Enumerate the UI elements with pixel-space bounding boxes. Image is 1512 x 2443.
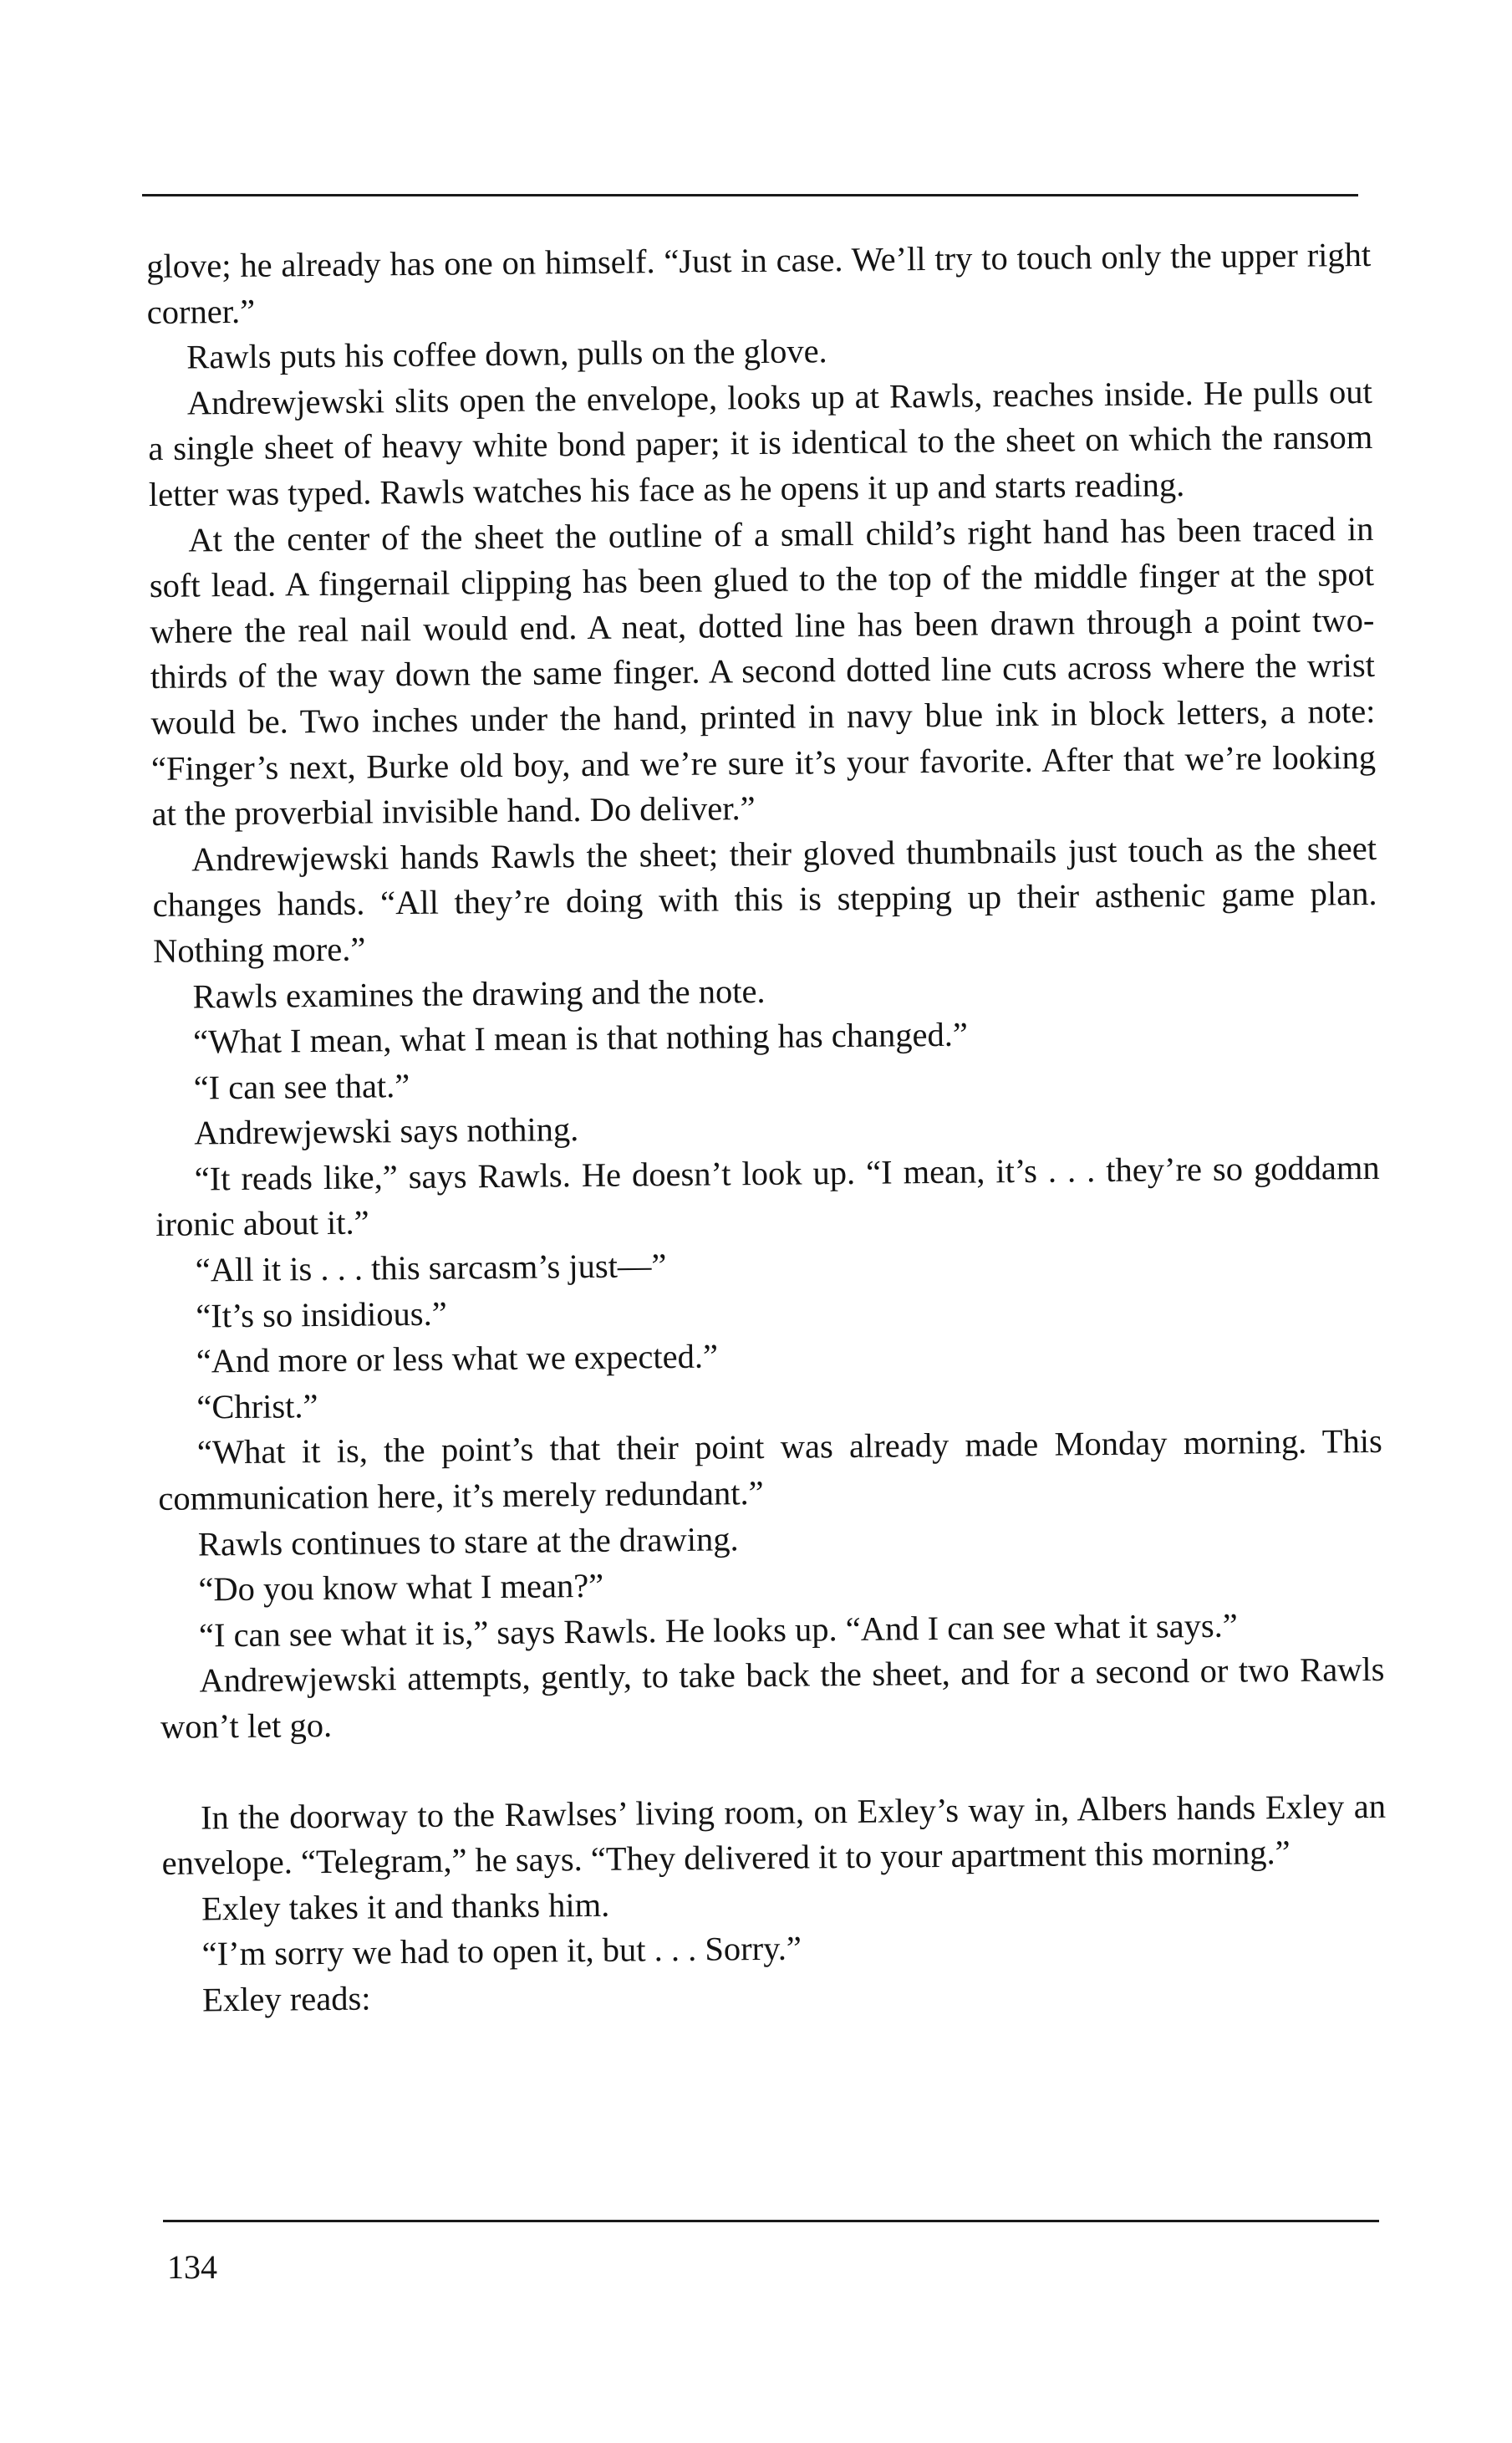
- paragraph-1: glove; he already has one on himself. “Just in case. We’ll try to touch only the upper right corner.”: [146, 235, 1372, 331]
- paragraph-23: Exley reads:: [201, 1979, 371, 2019]
- paragraph-11: “All it is . . . this sarcasm’s just—”: [195, 1247, 667, 1289]
- paragraph-13: “And more or less what we expected.”: [196, 1337, 719, 1380]
- paragraph-20: In the doorway to the Rawlses’ living room, on Exley’s way in, Albers hands Exley an envelope. “Telegram,” he says. “They delivered it to your apartment this morning.”: [161, 1787, 1387, 1883]
- paragraph-15: “What it is, the point’s that their point was already made Monday morning. This communication here, it’s merely redundant.”: [158, 1422, 1383, 1517]
- paragraph-14: “Christ.”: [196, 1386, 318, 1426]
- paragraph-5: Andrewjewski hands Rawls the sheet; their gloved thumbnails just touch as the sheet changes hands. “All they’re doing with this is stepping up their asthenic game plan. Nothing more.”: [152, 829, 1377, 970]
- paragraph-19: Andrewjewski attempts, gently, to take back the sheet, and for a second or two Rawls won’t let go.: [160, 1650, 1385, 1746]
- paragraph-8: “I can see that.”: [193, 1066, 410, 1107]
- paragraph-12: “It’s so insidious.”: [196, 1294, 447, 1335]
- bottom-rule: [163, 2220, 1379, 2222]
- top-rule: [142, 194, 1358, 196]
- paragraph-10: “It reads like,” says Rawls. He doesn’t look up. “I mean, it’s . . . they’re so goddamn ironic about it.”: [155, 1148, 1380, 1244]
- paragraph-16: Rawls continues to stare at the drawing.: [197, 1519, 739, 1563]
- paragraph-22: “I’m sorry we had to open it, but . . . Sorry.”: [201, 1929, 802, 1973]
- paragraph-4: At the center of the sheet the outline of a small child’s right hand has been traced in soft lead. A fingernail clipping has been glued to the top of the middle finger at the spot where the real nail would end. A neat, dotted line has been drawn through a point two-thirds of the way down the same finger. A second dotted line cuts across where the wrist would be. Two inches under the hand, printed in navy blue ink in block letters, a note: “Finger’s next, Burke old boy, and we’re sure it’s your favorite. After that we’re looking at the proverbial invisible hand. Do deliver.”: [149, 509, 1377, 834]
- paragraph-2: Rawls puts his coffee down, pulls on the glove.: [186, 332, 827, 376]
- page-number: 134: [167, 2248, 217, 2286]
- paragraph-9: Andrewjewski says nothing.: [193, 1110, 579, 1152]
- paragraph-21: Exley takes it and thanks him.: [201, 1885, 610, 1928]
- paragraph-18: “I can see what it is,” says Rawls. He looks up. “And I can see what it says.”: [198, 1606, 1238, 1655]
- body-text: [146, 232, 1387, 2024]
- paragraph-17: “Do you know what I mean?”: [198, 1567, 604, 1609]
- paragraph-3: Andrewjewski slits open the envelope, looks up at Rawls, reaches inside. He pulls out a single sheet of heavy white bond paper; it is identical to the sheet on which the ransom letter was typed. Rawls watches his face as he opens it up and starts reading.: [148, 372, 1373, 513]
- paragraph-6: Rawls examines the drawing and the note.: [192, 972, 766, 1016]
- paragraph-7: “What I mean, what I mean is that nothing has changed.”: [192, 1015, 969, 1061]
